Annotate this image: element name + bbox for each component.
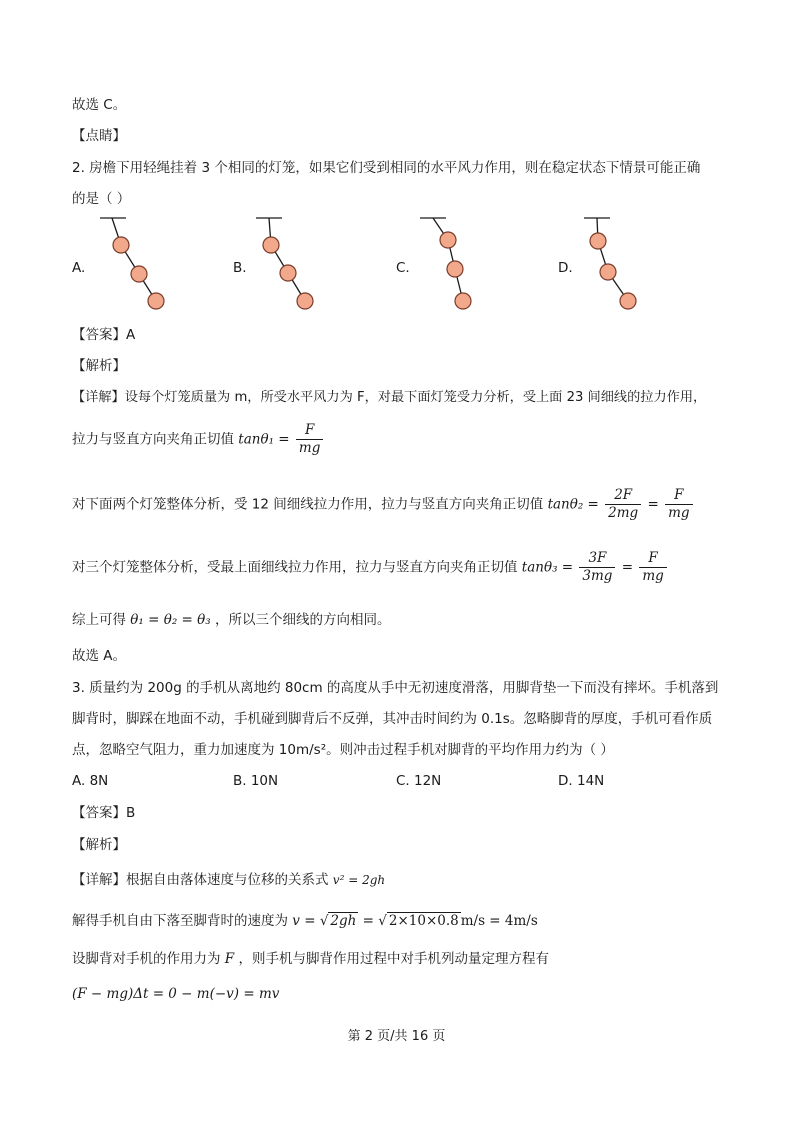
conclusion-prefix: 综上可得 bbox=[72, 612, 126, 628]
option-a-label: A. bbox=[72, 260, 86, 276]
lantern-diagram-a bbox=[92, 212, 182, 317]
theta-equality: θ₁ = θ₂ = θ₃ bbox=[130, 612, 211, 628]
lantern-icon bbox=[297, 293, 313, 309]
q3-detail-line bbox=[72, 871, 385, 889]
lantern-icon bbox=[455, 293, 471, 309]
conclusion-suffix: ，所以三个细线的方向相同。 bbox=[215, 612, 391, 628]
fraction-numerator: 2F bbox=[605, 487, 641, 505]
velocity-text: 解得手机自由下落至脚背时的速度为 bbox=[72, 913, 288, 929]
tan3-fraction-2 bbox=[639, 550, 666, 585]
velocity-line bbox=[72, 912, 538, 930]
tan3-line bbox=[72, 550, 669, 585]
question-3-stem-1: 3. 质量约为 200g 的手机从离地约 80cm 的高度从手中无初速度滑落，用脚背垫一下而没有摔坏。手机落到 bbox=[72, 680, 719, 696]
question-2-detail: 【详解】设每个灯笼质量为 m，所受水平风力为 F，对最下面灯笼受力分析，受上面 23 间细线的拉力作用， bbox=[72, 390, 707, 405]
force-text: 设脚背对手机的作用力为 bbox=[72, 951, 221, 967]
fraction-denominator: 3mg bbox=[582, 568, 613, 584]
option-a: A. 8N bbox=[72, 773, 109, 789]
lantern-icon bbox=[600, 264, 616, 280]
tan3-text: 对三个灯笼整体分析，受最上面细线拉力作用，拉力与竖直方向夹角正切值 bbox=[72, 559, 518, 576]
question-3-stem-3: 点，忽略空气阻力，重力加速度为 10m/s²。则冲击过程手机对脚背的平均作用力约为（ ） bbox=[72, 742, 614, 758]
option-c: C. 12N bbox=[396, 773, 442, 789]
question-2-stem-end: 的是（ ） bbox=[72, 191, 131, 207]
tan2-fraction-2 bbox=[665, 487, 692, 522]
fraction-numerator: 3F bbox=[579, 550, 615, 568]
option-d-label: D. bbox=[558, 260, 573, 276]
question-2-answer: 【答案】A bbox=[72, 327, 136, 343]
question-2-choose: 故选 A。 bbox=[72, 648, 127, 664]
tan3-fraction-1 bbox=[579, 550, 615, 585]
section-label-dianjing: 【点睛】 bbox=[72, 128, 126, 144]
tan1-fraction bbox=[296, 422, 323, 457]
lantern-diagram-c bbox=[414, 212, 504, 317]
radicand-1: 2gh bbox=[330, 913, 357, 929]
tan1-text: 拉力与竖直方向夹角正切值 bbox=[72, 431, 234, 448]
momentum-equation bbox=[72, 985, 279, 1003]
q3-detail-text: 【详解】根据自由落体速度与位移的关系式 bbox=[72, 872, 329, 888]
tan3-lhs: tanθ₃ = bbox=[521, 559, 574, 576]
lantern-diagram-b bbox=[250, 212, 340, 317]
force-text-suffix: ，则手机与脚背作用过程中对手机列动量定理方程有 bbox=[238, 951, 549, 967]
lantern-icon bbox=[440, 232, 456, 248]
tan1-lhs: tanθ₁ = bbox=[238, 431, 290, 448]
page-footer: 第 2 页/共 16 页 bbox=[347, 1029, 446, 1044]
tan1-line bbox=[72, 422, 325, 457]
fraction-numerator: F bbox=[665, 487, 692, 505]
fraction-denominator: mg bbox=[298, 440, 321, 456]
tan2-text: 对下面两个灯笼整体分析，受 12 间细线拉力作用，拉力与竖直方向夹角正切值 bbox=[72, 496, 544, 513]
fraction-denominator: mg bbox=[642, 568, 664, 584]
lantern-icon bbox=[620, 293, 636, 309]
force-line bbox=[72, 950, 549, 968]
equals-sign: = bbox=[647, 496, 659, 513]
conclusion-line bbox=[72, 611, 391, 629]
fraction-denominator: 2mg bbox=[608, 505, 639, 521]
fraction-numerator: F bbox=[639, 550, 666, 568]
tan2-fraction-1 bbox=[605, 487, 641, 522]
option-b-label: B. bbox=[233, 260, 247, 276]
question-2-stem: 2. 房檐下用轻绳挂着 3 个相同的灯笼，如果它们受到相同的水平风力作用，则在稳定状态下情景可能正确 bbox=[72, 160, 701, 176]
question-3-analysis-label: 【解析】 bbox=[72, 837, 126, 853]
lantern-icon bbox=[280, 265, 296, 281]
lantern-icon bbox=[113, 237, 129, 253]
option-c-label: C. bbox=[396, 260, 410, 276]
text-line: 故选 C。 bbox=[72, 97, 127, 113]
option-d: D. 14N bbox=[558, 773, 605, 789]
lantern-icon bbox=[447, 261, 463, 277]
equals-sign: = bbox=[621, 559, 634, 576]
momentum-formula: (F − mg)Δt = 0 − m(−v) = mv bbox=[72, 986, 280, 1002]
question-3-stem-2: 脚背时，脚踩在地面不动，手机碰到脚背后不反弹，其冲击时间约为 0.1s。忽略脚背的厚度，手机可看作质 bbox=[72, 711, 713, 727]
lantern-diagram-d bbox=[576, 212, 666, 317]
force-symbol: F bbox=[224, 951, 235, 967]
question-2-analysis-label: 【解析】 bbox=[72, 358, 126, 374]
lantern-icon bbox=[590, 233, 606, 249]
velocity-mid: = √ bbox=[358, 913, 387, 929]
v2-formula: v² = 2gh bbox=[332, 873, 386, 887]
fraction-numerator: F bbox=[296, 422, 323, 440]
lantern-icon bbox=[148, 293, 164, 309]
velocity-lhs: v = √ bbox=[292, 913, 329, 929]
fraction-denominator: mg bbox=[668, 505, 690, 521]
lantern-icon bbox=[263, 237, 279, 253]
lantern-icon bbox=[131, 266, 147, 282]
radicand-2: 2×10×0.8 bbox=[388, 913, 459, 929]
option-b: B. 10N bbox=[233, 773, 279, 789]
question-3-answer: 【答案】B bbox=[72, 805, 136, 821]
velocity-result: m/s = 4m/s bbox=[460, 913, 538, 929]
tan2-line bbox=[72, 487, 695, 522]
tan2-lhs: tanθ₂ = bbox=[547, 496, 599, 513]
